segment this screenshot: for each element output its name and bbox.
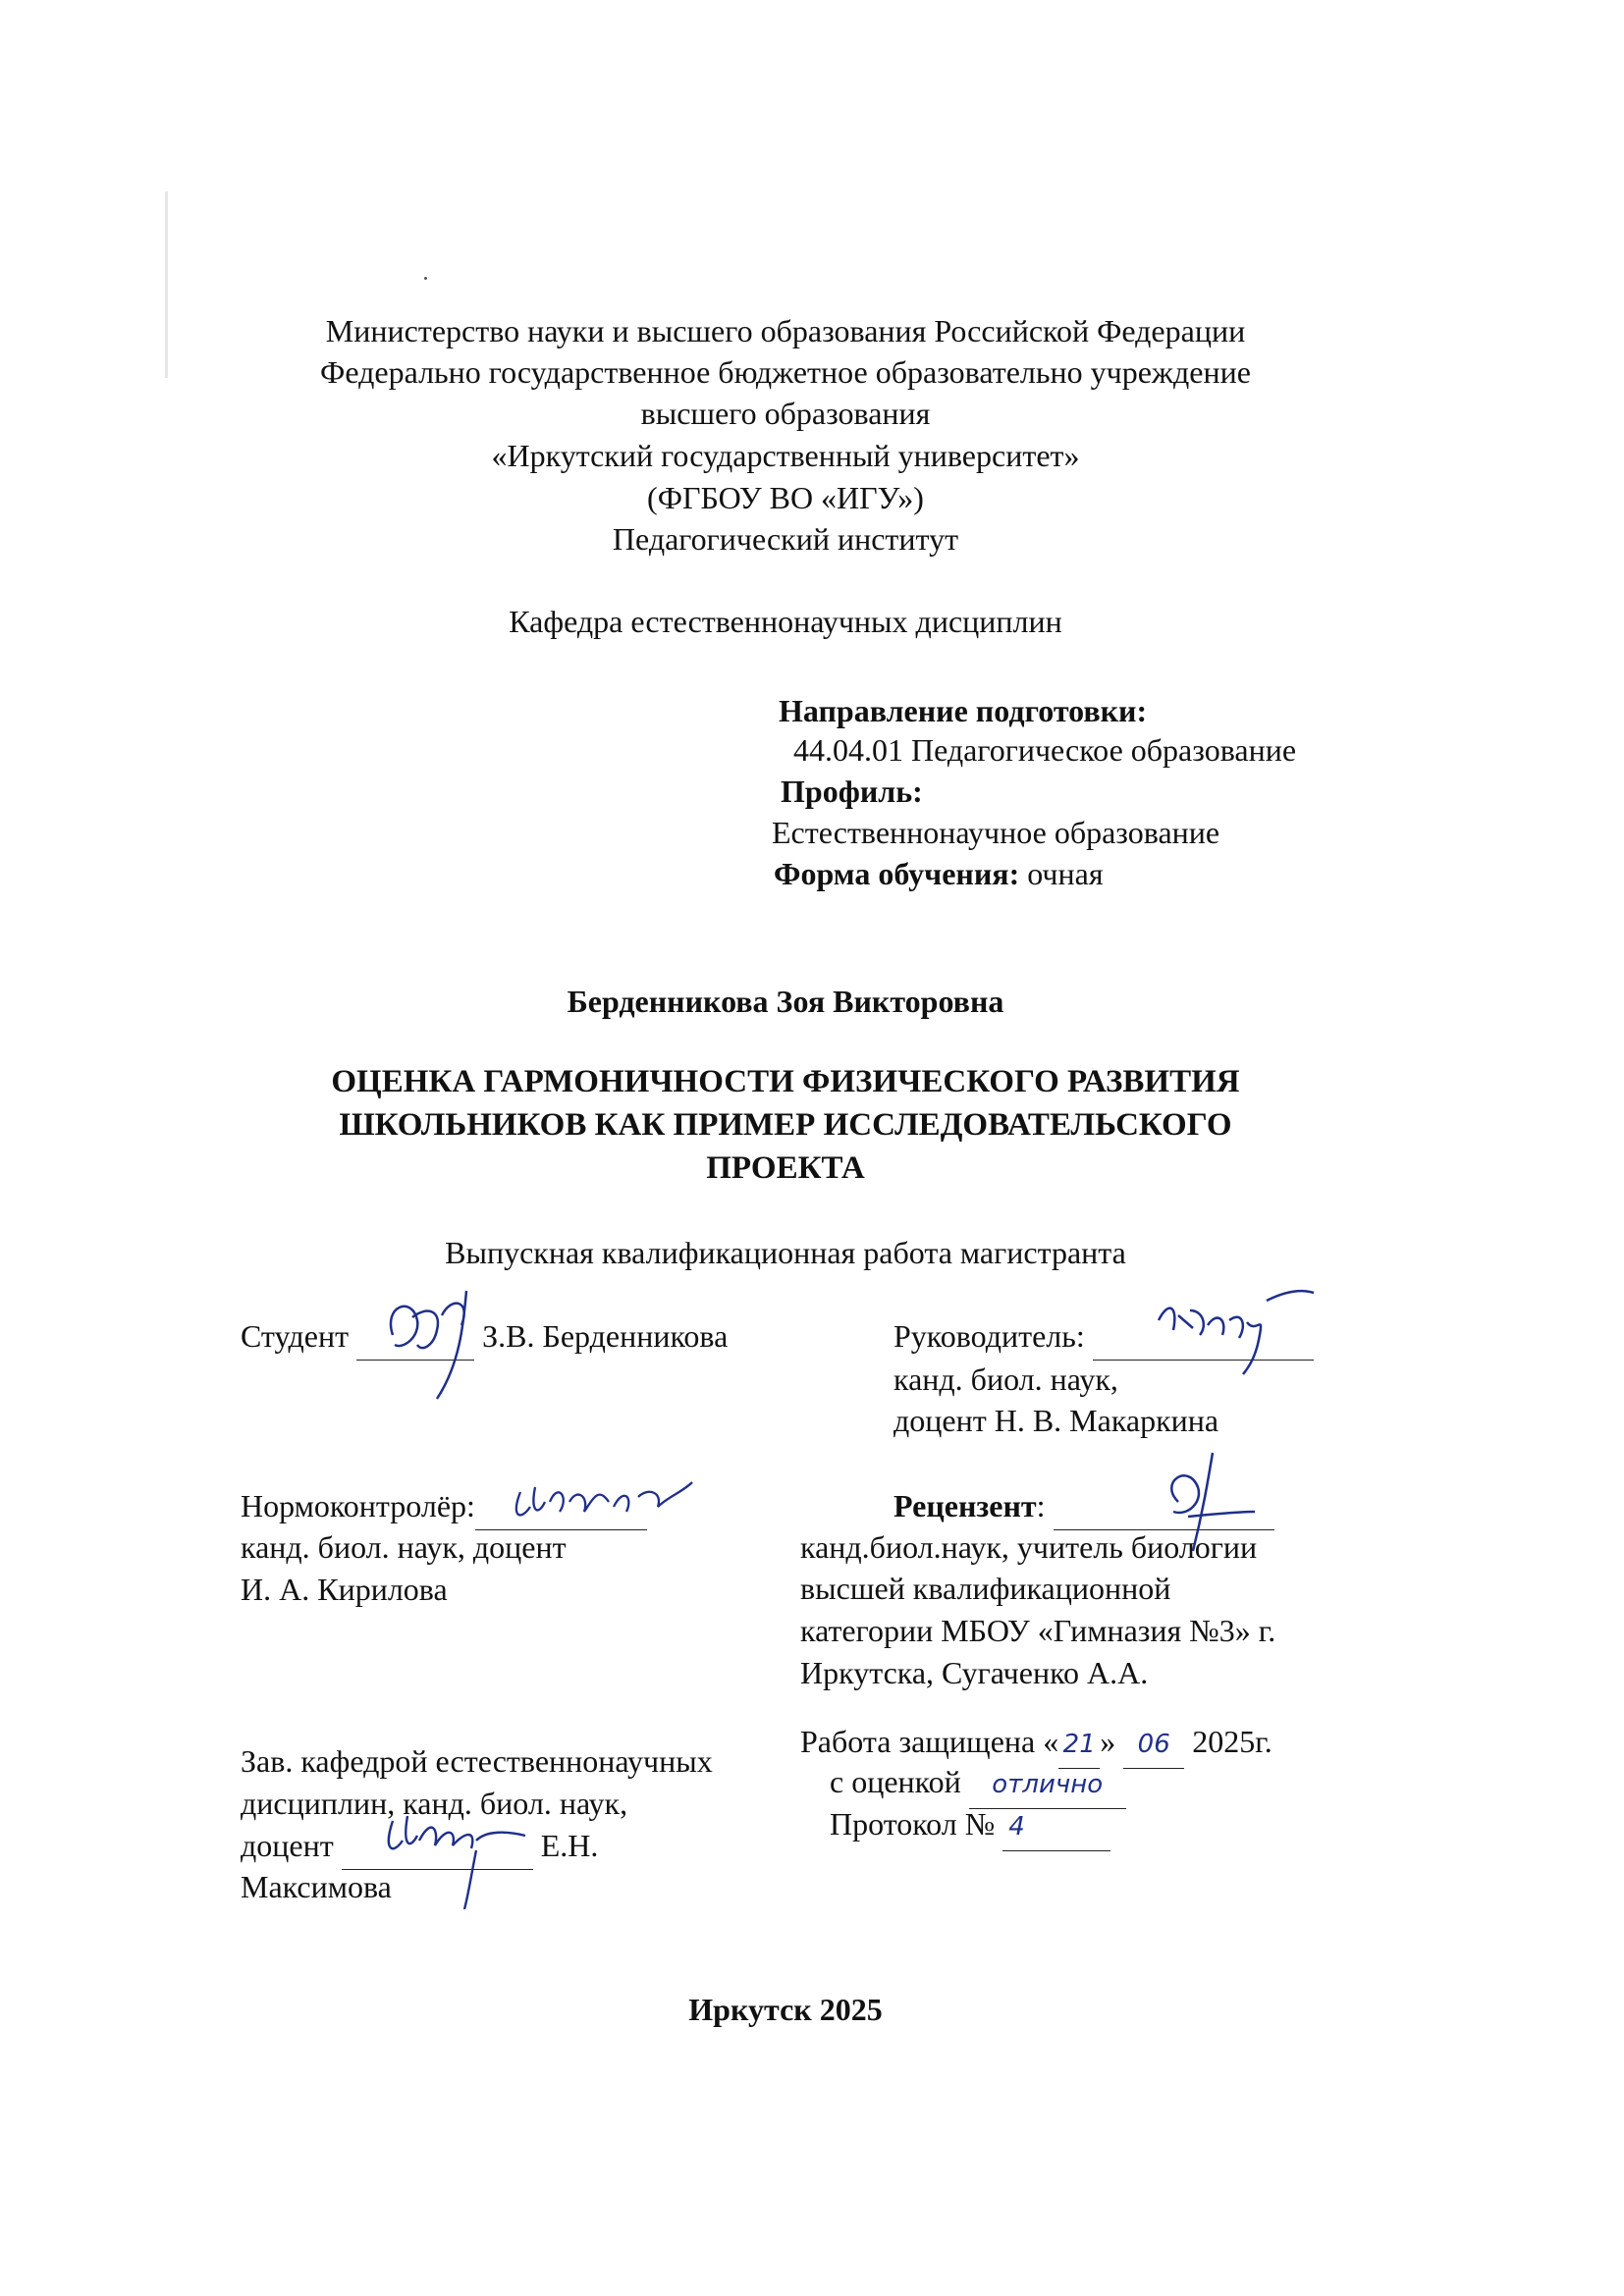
- student-name: З.В. Берденникова: [482, 1318, 729, 1354]
- reviewer-details-2: высшей квалификационной: [800, 1571, 1171, 1606]
- defense-close-quote: »: [1100, 1724, 1116, 1759]
- study-form-label: Форма обучения:: [774, 856, 1020, 891]
- university-name: «Иркутский государственный университет»: [491, 438, 1080, 473]
- institution-type-line: Федерально государственное бюджетное образовательно учреждение: [320, 354, 1251, 390]
- study-form: [774, 850, 1104, 897]
- work-type: Выпускная квалификационная работа магистранта: [445, 1235, 1126, 1270]
- protocol-line: [830, 1800, 1110, 1851]
- education-level-line: высшего образования: [640, 396, 931, 431]
- protocol-number: 4: [1008, 1812, 1025, 1842]
- city-year: Иркутск 2025: [688, 1992, 883, 2027]
- head-of-dept-surname: Максимова: [241, 1869, 392, 1904]
- defense-label: Работа защищена «: [800, 1724, 1059, 1759]
- defense-day: 21: [1062, 1730, 1096, 1759]
- supervisor-signature-line: [1093, 1312, 1314, 1361]
- profile-value: Естественнонаучное образование: [772, 815, 1220, 850]
- ministry-line: Министерство науки и высшего образования Российской Федерации: [325, 313, 1246, 348]
- supervisor-degree: канд. биол. наук,: [893, 1362, 1118, 1397]
- student-line: [241, 1312, 728, 1361]
- reviewer-details-4: Иркутска, Сугаченко А.А.: [800, 1655, 1149, 1690]
- profile-label: Профиль:: [781, 774, 923, 809]
- head-of-dept-line-1: Зав. кафедрой естественнонаучных: [241, 1743, 713, 1779]
- department-name: Кафедра естественнонаучных дисциплин: [509, 604, 1062, 639]
- defense-month: 06: [1137, 1730, 1170, 1759]
- head-of-dept-line-2: дисциплин, канд. биол. наук,: [241, 1786, 628, 1821]
- head-of-dept-initials: Е.Н.: [540, 1828, 599, 1863]
- supervisor-line: [893, 1312, 1314, 1361]
- reviewer-details-3: категории МБОУ «Гимназия №3» г.: [800, 1613, 1276, 1648]
- reviewer-colon: :: [1036, 1488, 1046, 1523]
- university-abbr: (ФГБОУ ВО «ИГУ»): [647, 480, 924, 515]
- defense-year: 2025г.: [1192, 1724, 1272, 1759]
- institute-name: Педагогический институт: [612, 521, 959, 557]
- scan-dot: [424, 277, 427, 280]
- thesis-title-line-1: ОЦЕНКА ГАРМОНИЧНОСТИ ФИЗИЧЕСКОГО РАЗВИТИЯ: [331, 1064, 1240, 1099]
- protocol-number-field: [1002, 1800, 1110, 1851]
- head-of-dept-prefix: доцент: [241, 1828, 334, 1863]
- reviewer-label: Рецензент: [893, 1488, 1037, 1523]
- thesis-title-line-3: ПРОЕКТА: [706, 1150, 865, 1186]
- study-form-value: очная: [1027, 856, 1104, 891]
- supervisor-label: Руководитель:: [893, 1318, 1085, 1354]
- defense-month-field: [1123, 1718, 1184, 1769]
- author-name: Берденникова Зоя Викторовна: [567, 984, 1004, 1019]
- student-label: Студент: [241, 1318, 350, 1354]
- supervisor-name: доцент Н. В. Макаркина: [893, 1403, 1219, 1438]
- normcontrol-label: Нормоконтролёр:: [241, 1488, 475, 1523]
- normcontrol-name: И. А. Кирилова: [241, 1572, 448, 1607]
- reviewer-details-1: канд.биол.наук, учитель биологии: [800, 1529, 1258, 1565]
- defense-grade: отлично: [992, 1770, 1104, 1799]
- thesis-title-line-2: ШКОЛЬНИКОВ КАК ПРИМЕР ИССЛЕДОВАТЕЛЬСКОГО: [339, 1107, 1232, 1143]
- student-signature-line: [356, 1312, 474, 1361]
- protocol-label: Протокол №: [830, 1806, 996, 1842]
- direction-label: Направление подготовки:: [779, 693, 1148, 728]
- defense-grade-label: с оценкой: [830, 1764, 961, 1799]
- direction-value: 44.04.01 Педагогическое образование: [793, 732, 1297, 768]
- normcontrol-degree: канд. биол. наук, доцент: [241, 1529, 567, 1565]
